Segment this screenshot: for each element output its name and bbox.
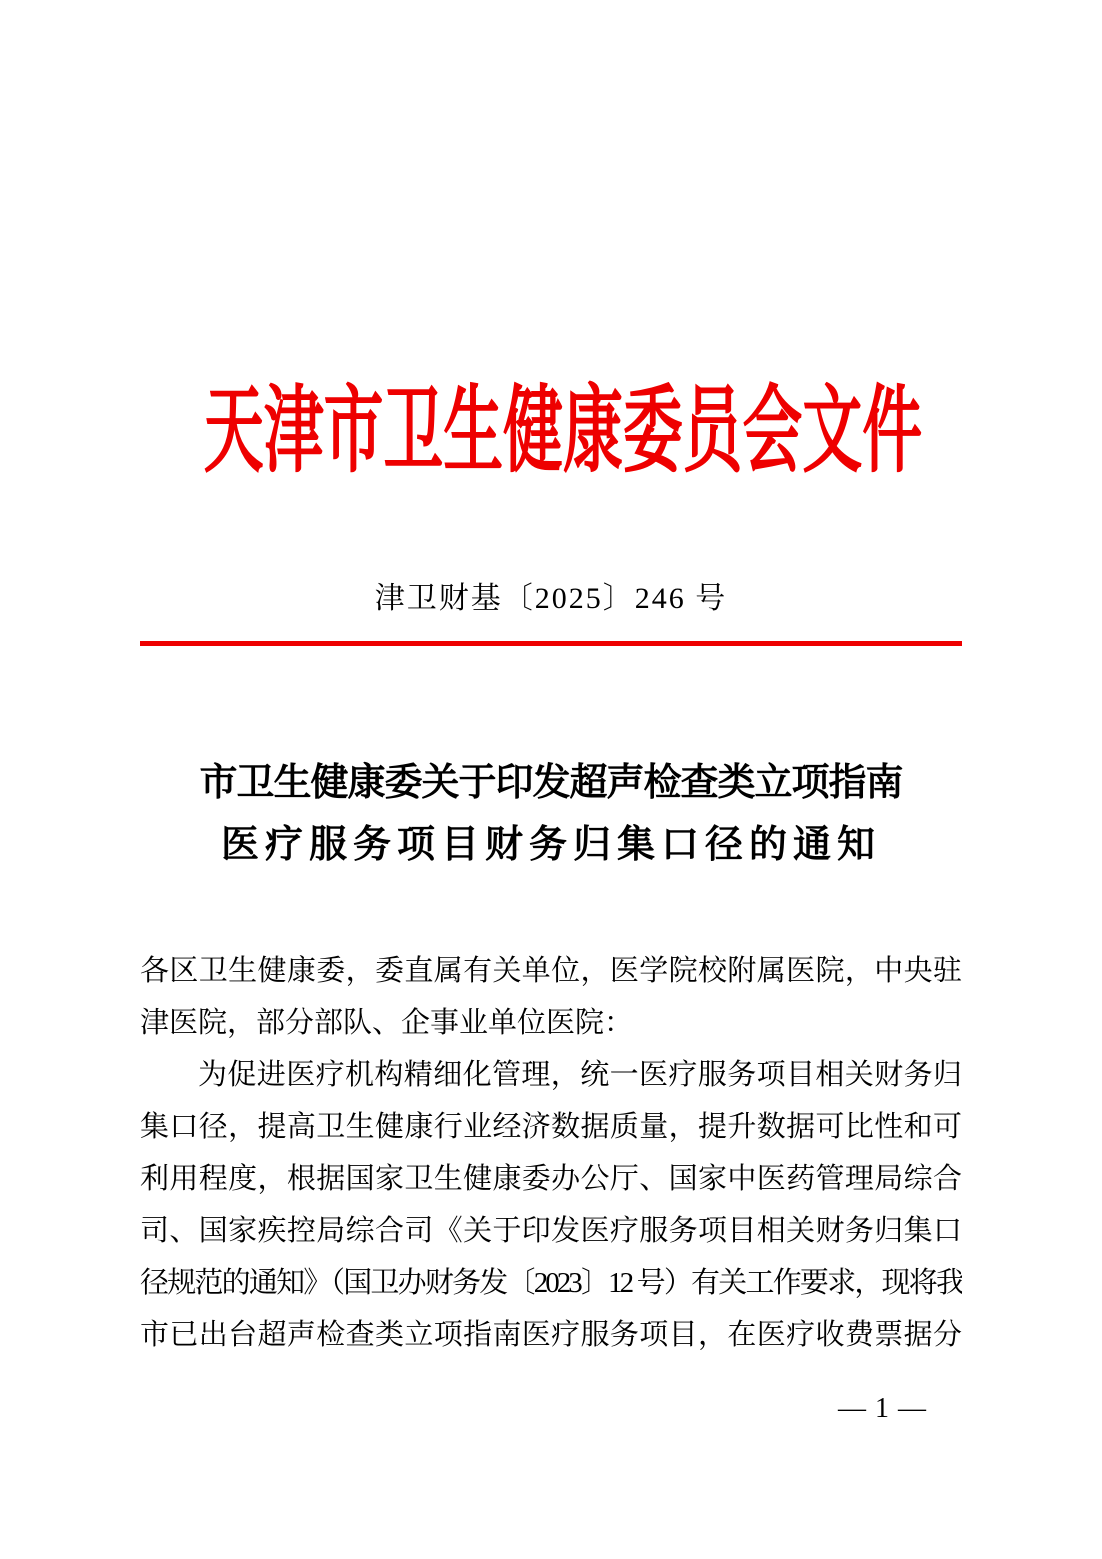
body-line-3: 为促进医疗机构精细化管理，统一医疗服务项目相关财务归 <box>198 1059 962 1091</box>
doc-title <box>0 752 1102 876</box>
doc-reference-number: 津卫财基〔2025〕246 号 <box>374 582 728 615</box>
page-number: — 1 — <box>838 1393 927 1424</box>
body-line-2: 津医院，部分部队、企事业单位医院： <box>140 1007 634 1039</box>
letterhead-title: 天津市卫生健康委员会文件 <box>203 378 923 484</box>
body-line-8: 市已出台超声检查类立项指南医疗服务项目，在医疗收费票据分 <box>140 1319 962 1351</box>
body-line-1: 各区卫生健康委，委直属有关单位，医学院校附属医院，中央驻 <box>140 955 962 987</box>
body-line-4: 集口径，提高卫生健康行业经济数据质量，提升数据可比性和可 <box>140 1111 962 1143</box>
doc-title-line-1: 市卫生健康委关于印发超声检查类立项指南 <box>199 762 903 804</box>
body-line-5: 利用程度，根据国家卫生健康委办公厅、国家中医药管理局综合 <box>140 1163 962 1195</box>
body-line-6: 司、国家疾控局综合司《关于印发医疗服务项目相关财务归集口 <box>140 1215 962 1247</box>
doc-title-line-2: 医疗服务项目财务归集口径的通知 <box>220 824 881 866</box>
body-line-7: 径规范的通知》（国卫办财务发〔2023〕12 号）有关工作要求，现将我 <box>140 1267 962 1299</box>
red-divider-line <box>140 641 962 646</box>
body-text <box>140 945 962 1361</box>
